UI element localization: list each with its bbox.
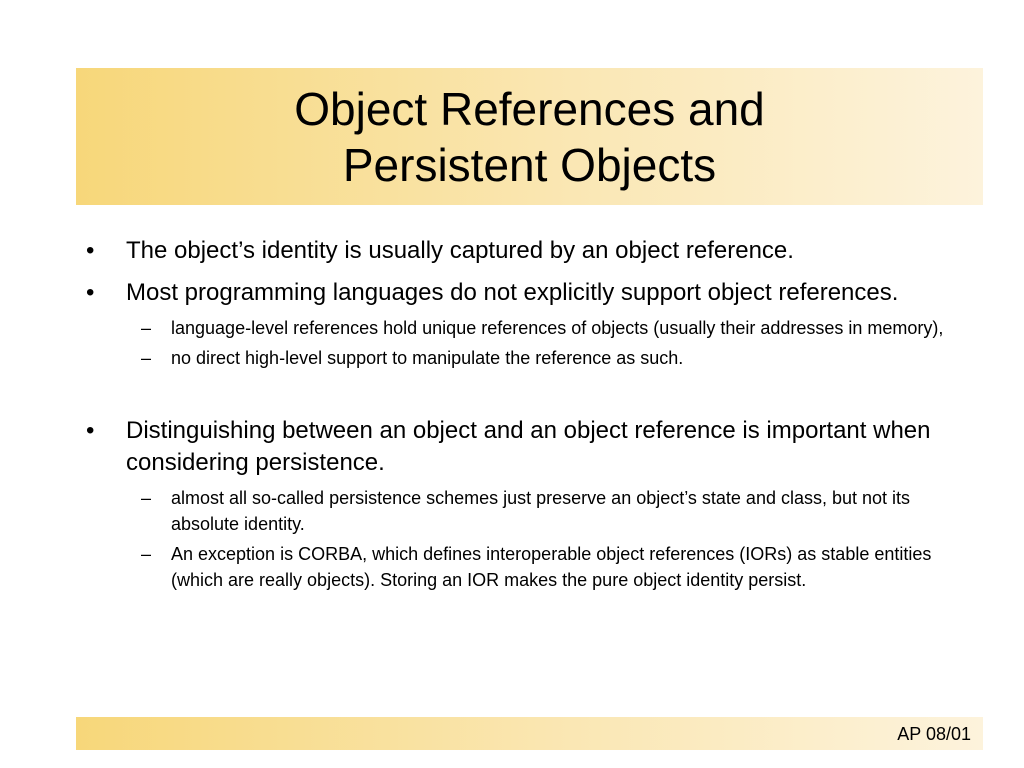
bullet-dot: •	[86, 417, 95, 444]
footer-band	[76, 717, 983, 750]
title-line-2: Persistent Objects	[342, 138, 717, 191]
bullet-item-3	[86, 415, 976, 479]
sub-dash: –	[141, 318, 152, 338]
bullet-text: The object’s identity is usually captured by an object reference.	[126, 237, 794, 264]
bullet-text: Distinguishing between an object and an object reference is important when considering persistence.	[126, 417, 931, 476]
bullet-item-2	[86, 277, 976, 309]
bullet-dot: •	[86, 279, 95, 306]
bullet-dot: •	[86, 237, 95, 264]
bullet-text: Most programming languages do not explicitly support object references.	[126, 279, 899, 306]
footer-label: AP 08/01	[897, 724, 971, 744]
slide-title	[294, 81, 765, 193]
title-line-1: Object References and	[294, 82, 765, 135]
sub-text: no direct high-level support to manipulate the reference as such.	[171, 348, 684, 368]
title-band	[76, 68, 983, 205]
sub-dash: –	[141, 488, 152, 508]
sub-text: almost all so-called persistence schemes just preserve an object’s state and class, but not its absolute identity.	[171, 488, 911, 534]
bullet-item-1	[86, 235, 976, 267]
sub-dash: –	[141, 544, 152, 564]
sub-item-2-1	[86, 315, 976, 341]
sub-item-3-1	[86, 485, 976, 537]
sub-item-2-2	[86, 345, 976, 371]
sub-dash: –	[141, 348, 152, 368]
sub-text: An exception is CORBA, which defines interoperable object references (IORs) as stable entities (which are really objects). Storing an IOR makes the pure object identity persist.	[171, 544, 932, 590]
sub-text: language-level references hold unique references of objects (usually their addresses in memory),	[171, 318, 944, 338]
sub-item-3-2	[86, 541, 976, 593]
slide-body	[86, 235, 976, 593]
